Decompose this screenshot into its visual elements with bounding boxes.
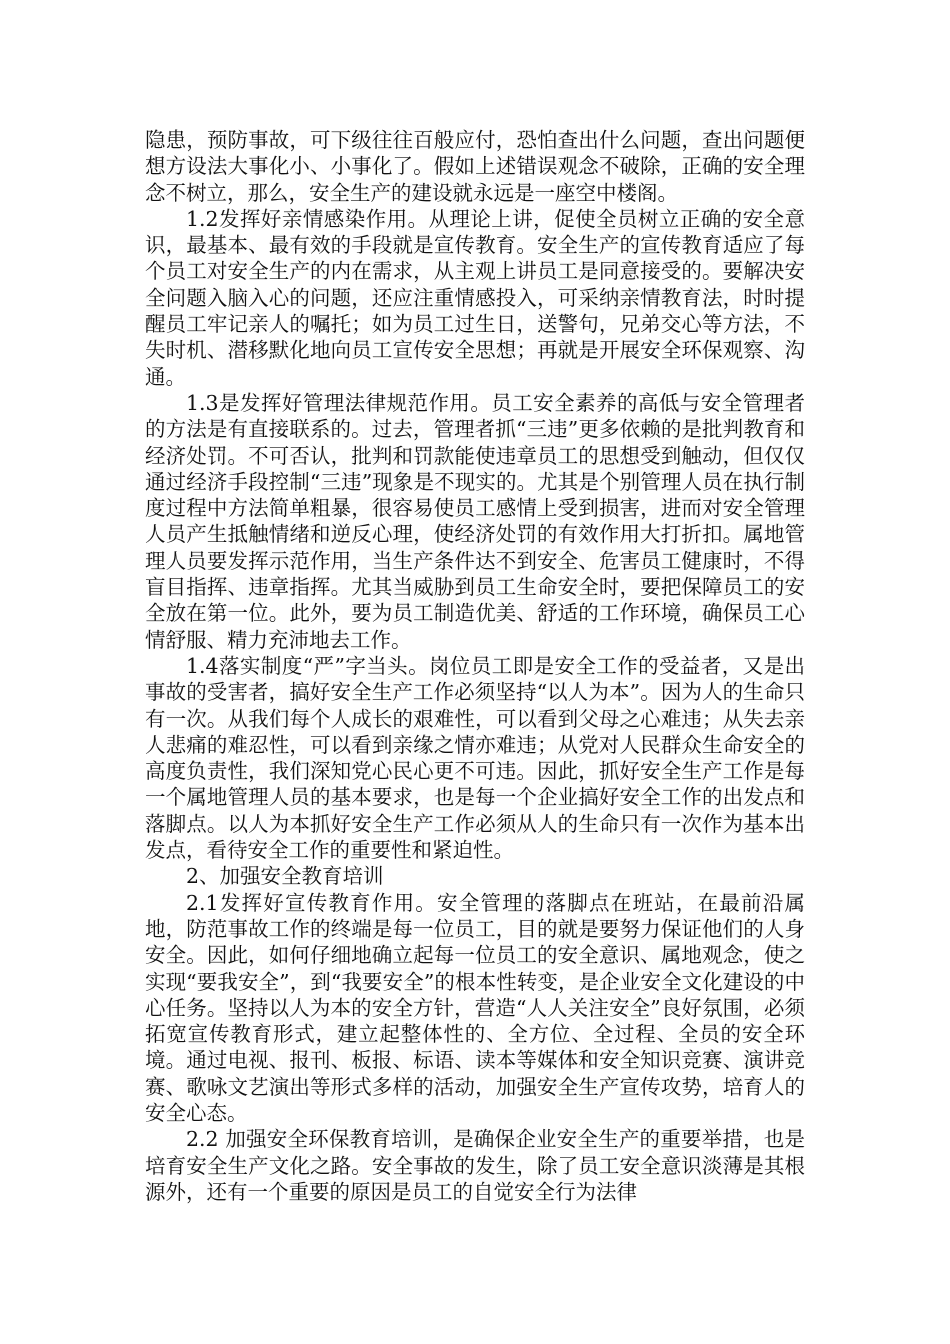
paragraph-1-2: 1.2发挥好亲情感染作用。从理论上讲，促使全员树立正确的安全意识，最基本、最有效的手段就是宣传教育。安全生产的宣传教育适应了每个员工对安全生产的内在需求，从主观上讲员工是同意接受的。要解决安全问题入脑入心的问题，还应注重情感投入，可采纳亲情教育法，时时提醒员工牢记亲人的嘱托；如为员工过生日，送警句，兄弟交心等方法，不失时机、潜移默化地向员工宣传安全思想；再就是开展安全环保观察、沟通。 bbox=[145, 206, 805, 389]
paragraph-1-3: 1.3是发挥好管理法律规范作用。员工安全素养的高低与安全管理者的方法是有直接联系的。过去，管理者抓“三违”更多依赖的是批判教育和经济处罚。不可否认，批判和罚款能使违章员工的思想受到触动，但仅仅通过经济手段控制“三违”现象是不现实的。尤其是个别管理人员在执行制度过程中方法简单粗暴，很容易使员工感情上受到损害，进而对安全管理人员产生抵触情绪和逆反心理，使经济处罚的有效作用大打折扣。属地管理人员要发挥示范作用，当生产条件达不到安全、危害员工健康时，不得盲目指挥、违章指挥。尤其当威胁到员工生命安全时，要把保障员工的安全放在第一位。此外，要为员工制造优美、舒适的工作环境，确保员工心情舒服、精力充沛地去工作。 bbox=[145, 390, 805, 652]
paragraph-2-1: 2.1发挥好宣传教育作用。安全管理的落脚点在班站，在最前沿属地，防范事故工作的终端是每一位员工，目的就是要努力保证他们的人身安全。因此，如何仔细地确立起每一位员工的安全意识、属地观念，使之实现“要我安全”，到“我要安全”的根本性转变，是企业安全文化建设的中心任务。坚持以人为本的安全方针，营造“人人关注安全”良好氛围，必须拓宽宣传教育形式，建立起整体性的、全方位、全过程、全员的安全环境。通过电视、报刊、板报、标语、读本等媒体和安全知识竞赛、演讲竞赛、歌咏文艺演出等形式多样的活动，加强安全生产宣传攻势，培育人的安全心态。 bbox=[145, 890, 805, 1125]
section-heading-2: 2、加强安全教育培训 bbox=[186, 864, 384, 889]
paragraph-2-2: 2.2 加强安全环保教育培训，是确保企业安全生产的重要举措，也是培育安全生产文化之路。安全事故的发生，除了员工安全意识淡薄是其根源外，还有一个重要的原因是员工的自觉安全行为法律 bbox=[145, 1127, 805, 1204]
paragraph-continuation: 隐患，预防事故，可下级往往百般应付，恐怕查出什么问题，查出问题便想方设法大事化小、小事化了。假如上述错误观念不破除，正确的安全理念不树立，那么，安全生产的建设就永远是一座空中楼阁。 bbox=[145, 128, 805, 205]
paragraph-1-4: 1.4落实制度“严”字当头。岗位员工即是安全工作的受益者，又是出事故的受害者，搞好安全生产工作必须坚持“以人为本”。因为人的生命只有一次。从我们每个人成长的艰难性，可以看到父母之心难违；从失去亲人悲痛的难忍性，可以看到亲缘之情亦难违；从党对人民群众生命安全的高度负责性，我们深知党心民心更不可违。因此，抓好安全生产工作是每一个属地管理人员的基本要求，也是每一个企业搞好安全工作的出发点和落脚点。以人为本抓好安全生产工作必须从人的生命只有一次作为基本出发点，看待安全工作的重要性和紧迫性。 bbox=[145, 653, 805, 863]
document-page bbox=[145, 127, 805, 1205]
